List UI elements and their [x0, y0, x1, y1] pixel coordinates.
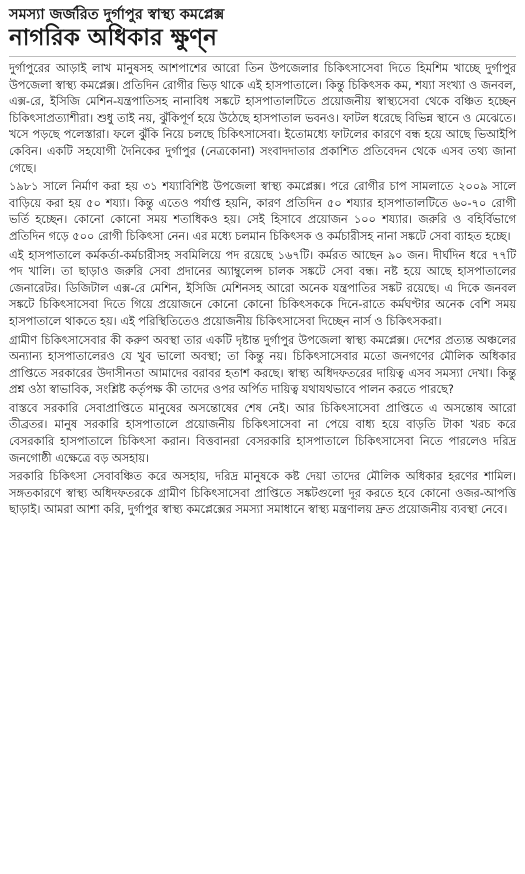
article-paragraph: সরকারি চিকিৎসা সেবাবঞ্চিত করে অসহায়, দরিদ্র মানুষকে কষ্ট দেয়া তাদের মৌলিক অধিকার হরণের শামিল। সঙ্গতকারণে স্বাস্থ্য অধিদফতরকে গ্রামীণ চিকিৎসাসেবা প্রাপ্তিতে সঙ্কটগুলো দূর করতে হবে কোনো ওজর-আপত্তি ছাড়াই। আমরা আশা করি, দুর্গাপুর স্বাস্থ্য কমপ্লেক্সের সমস্যা সমাধানে স্বাস্থ্য মন্ত্রণালয় দ্রুত প্রয়োজনীয় ব্যবস্থা নেবে।: [9, 470, 516, 517]
article-paragraph: দুর্গাপুরের আড়াই লাখ মানুষসহ আশপাশের আরো তিন উপজেলার চিকিৎসাসেবা দিতে হিমশিম খাচ্ছে দুর্গাপুর উপজেলা স্বাস্থ্য কমপ্লেক্স। প্রতিদিন রোগীর ভিড় থাকে এই হাসপাতালে। কিন্তু চিকিৎসক কম, শয্যা সংখ্যা ও জনবল, এক্স-রে, ইসিজি মেশিন-যন্ত্রপাতিসহ নানাবিধ সঙ্কটে হাসপাতালটিতে প্রয়োজনীয় স্বাস্থ্যসেবা থেকে বঞ্চিত হচ্ছেন চিকিৎসাপ্রত্যাশীরা। শুধু তাই নয়, ঝুঁকিপূর্ণ হয়ে উঠেছে হাসপাতাল ভবনও। ফাটল ধরেছে বিভিন্ন স্থানে ও মেঝেতে। খসে পড়ছে পলেস্তারা। ফলে ঝুঁকি নিয়ে চলছে চিকিৎসাসেবা। ইতোমধ্যে ফাটলের কারণে বন্ধ হয়ে আছে ভিআইপি কেবিন। একটি সহযোগী দৈনিকের দুর্গাপুর (নেত্রকোনা) সংবাদদাতার প্রকাশিত প্রতিবেদন থেকে এসব তথ্য জানা গেছে।: [9, 62, 516, 175]
headline-divider: [9, 56, 516, 57]
article-kicker: সমস্যা জর্জরিত দুর্গাপুর স্বাস্থ্য কমপ্লেক্স: [9, 7, 225, 23]
article-headline: নাগরিক অধিকার ক্ষুণ্ন: [9, 25, 217, 51]
article-paragraph: বাস্তবে সরকারি সেবাপ্রাপ্তিতে মানুষের অসন্তোষের শেষ নেই। আর চিকিৎসাসেবা প্রাপ্তিতে এ অসন্তোষ আরো তীব্রতর। মানুষ সরকারি হাসপাতালে প্রয়োজনীয় চিকিৎসাসেবা না পেয়ে বাধ্য হয়ে বাড়তি টাকা খরচ করে বেসরকারি হাসপাতালে চিকিৎসা করান। বিত্তবানরা বেসরকারি হাসপাতালে চিকিৎসাসেবা নিতে পারলেও দরিদ্র জনগোষ্ঠী এক্ষেত্রে বড় অসহায়।: [9, 401, 516, 465]
article-paragraph: গ্রামীণ চিকিৎসাসেবার কী করুণ অবস্থা তার একটি দৃষ্টান্ত দুর্গাপুর উপজেলা স্বাস্থ্য কমপ্লেক্স। দেশের প্রত্যন্ত অঞ্চলের অন্যান্য হাসপাতালেরও যে খুব ভালো অবস্থা; তা কিন্তু নয়। চিকিৎসাসেবার মতো জনগণের মৌলিক অধিকার প্রাপ্তিতে সরকারের উদাসীনতা আমাদের বরাবর হতাশ করছে। স্বাস্থ্য অধিদফতরের দায়িত্ব এসব সমস্যা দেখা। কিন্তু প্রশ্ন ওঠা স্বাভাবিক, সংশ্লিষ্ট কর্তৃপক্ষ কী তাদের ওপর অর্পিত দায়িত্ব যথাযথভাবে পালন করতে পারছে?: [9, 333, 516, 397]
article-paragraph: এই হাসপাতালে কর্মকর্তা-কর্মচারীসহ সবমিলিয়ে পদ রয়েছে ১৬৭টি। কর্মরত আছেন ৯০ জন। দীর্ঘদিন ধরে ৭৭টি পদ খালি। তা ছাড়াও জরুরি সেবা প্রদানের অ্যাম্বুলেন্স চালক সঙ্কটে সেবা বন্ধ। নষ্ট হয়ে আছে হাসপাতালের জেনারেটর। ডিজিটাল এক্স-রে মেশিন, ইসিজি মেশিনসহ আরো অনেক যন্ত্রপাতির সঙ্কট রয়েছে। এ দিকে জনবল সঙ্কটে চিকিৎসাসেবা দিতে গিয়ে প্রয়োজনে কোনো কোনো চিকিৎসককে দিনে-রাতে কর্মঘণ্টার অনেক বেশি সময় হাসপাতালে থাকতে হয়। এই পরিস্থিতিতেও প্রয়োজনীয় চিকিৎসাসেবা দিচ্ছেন নার্স ও চিকিৎসকরা।: [9, 248, 516, 328]
article-body: [9, 61, 516, 519]
article-paragraph: ১৯৮১ সালে নির্মাণ করা হয় ৩১ শয্যাবিশিষ্ট উপজেলা স্বাস্থ্য কমপ্লেক্স। পরে রোগীর চাপ সামলাতে ২০০৯ সালে বাড়িয়ে করা হয় ৫০ শয্যা। কিন্তু এতেও পর্যাপ্ত হয়নি, কারণ প্রতিদিন ৫০ শয্যার হাসপাতালটিতে ৬০-৭০ রোগী ভর্তি হচ্ছেন। কোনো কোনো সময় শতাধিকও হয়। সেই হিসাবে প্রয়োজন ১০০ শয্যার। জরুরি ও বহির্বিভাগে প্রতিদিন গড়ে ৫০০ রোগী চিকিৎসা নেন। এর মধ্যে চলমান চিকিৎসক ও কর্মচারীসহ নানা সঙ্কটে সেবা ব্যাহত হচ্ছে।: [9, 180, 516, 243]
